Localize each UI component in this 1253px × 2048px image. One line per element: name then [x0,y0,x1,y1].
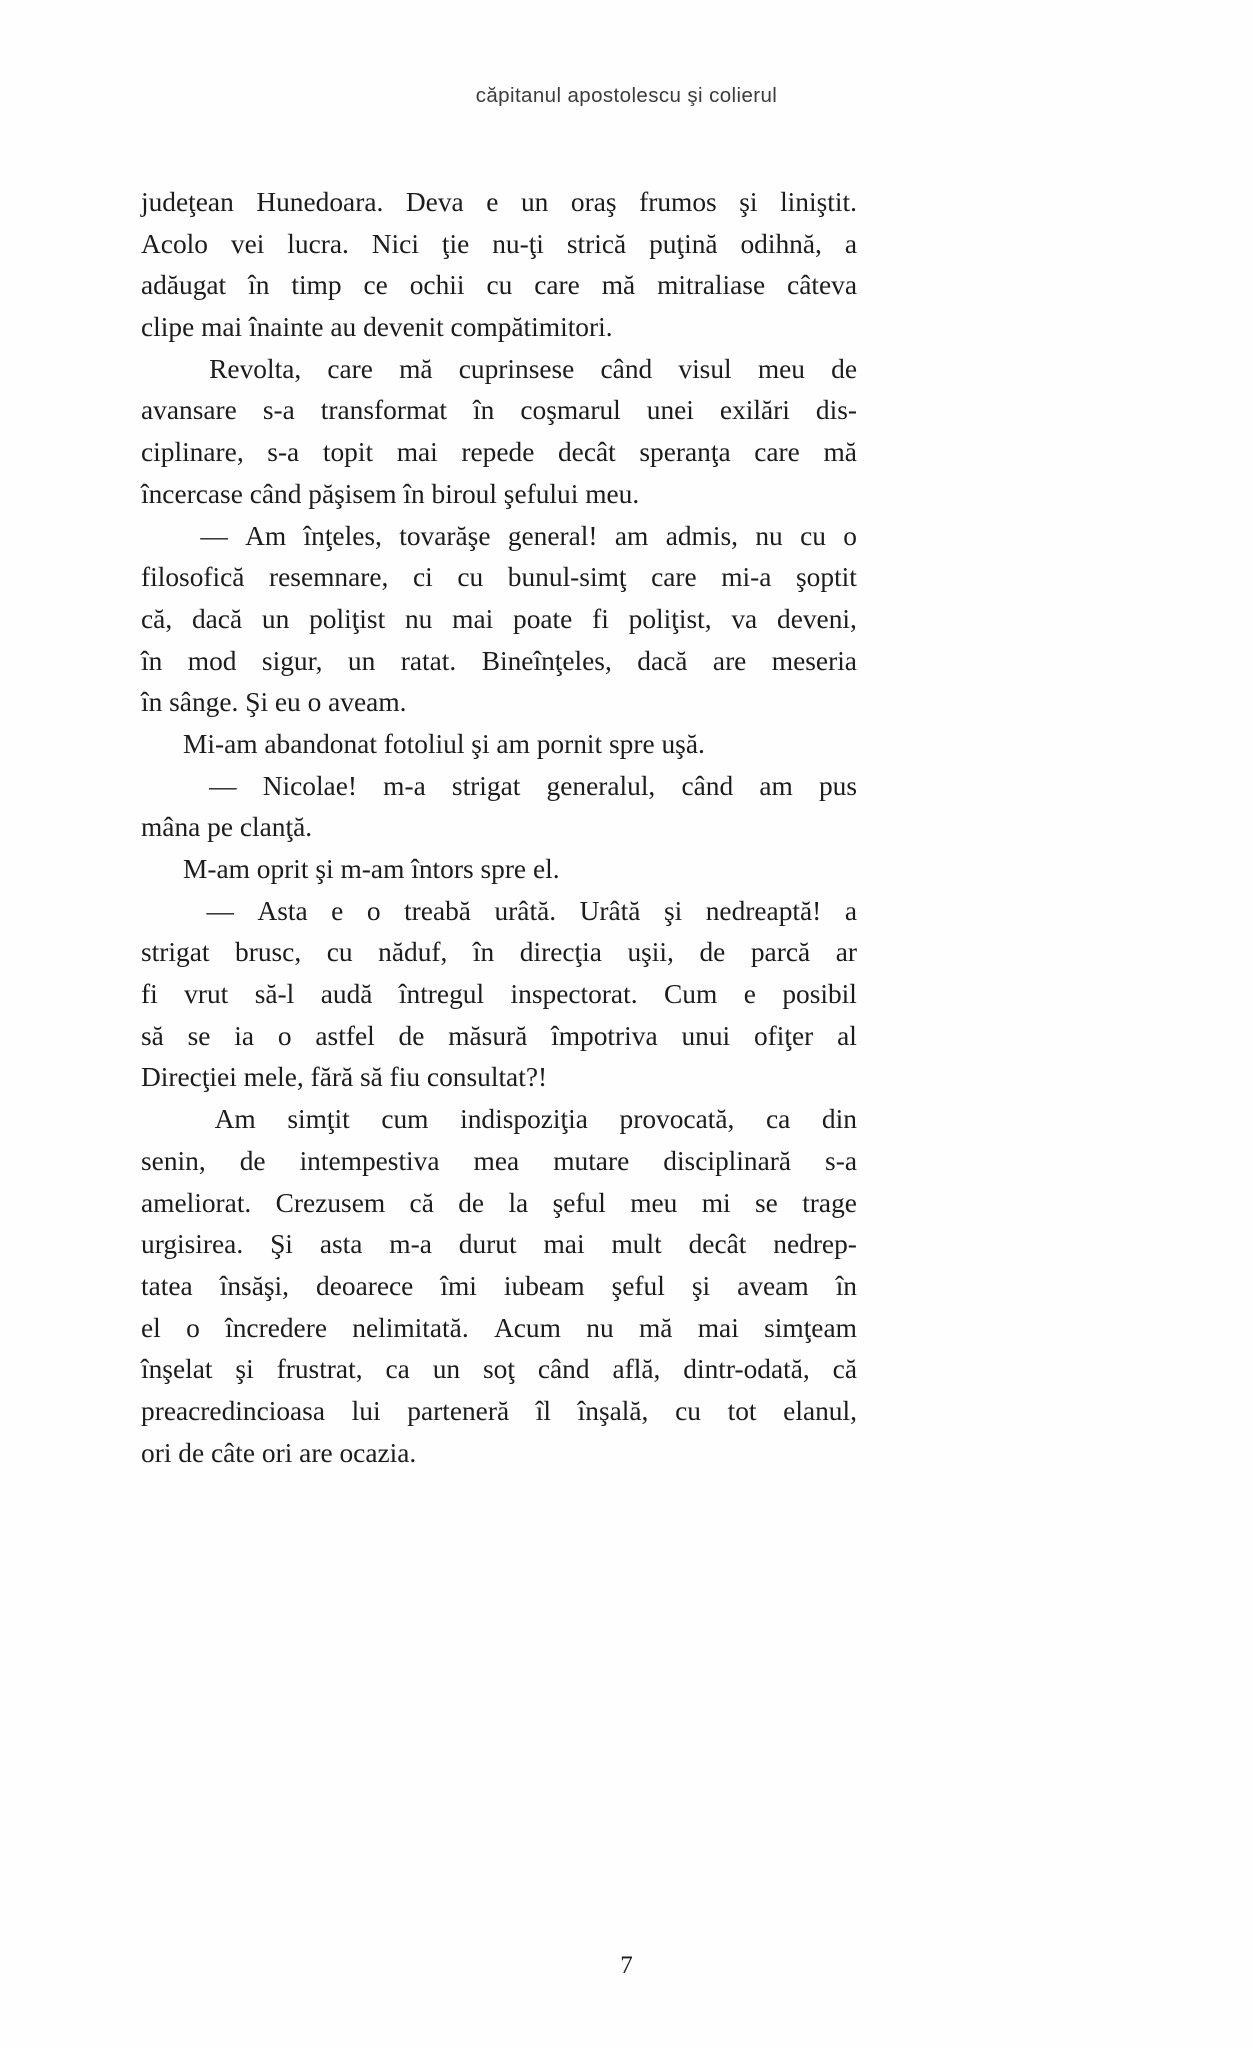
word: şeful [611,1270,665,1301]
word: visul [678,353,732,384]
word: admis, [665,520,738,551]
word: senin, [141,1145,206,1176]
word: cum [381,1104,429,1135]
text-line [141,724,857,766]
word: meseria [771,645,857,676]
word: însăşi, [219,1270,289,1301]
text-line [141,974,857,1016]
word: de [239,1145,266,1176]
word: cu [457,562,484,593]
word: o [277,1020,292,1051]
word: pus [818,770,857,801]
word: urâtă. [494,895,557,926]
word: ca [765,1104,791,1135]
word: urgisirea. [141,1229,244,1260]
word: ia [234,1020,255,1051]
word: Asta [257,895,308,926]
word: nelimitată. [352,1312,469,1343]
word: oraş [570,187,617,217]
word: intempestiva [299,1145,440,1176]
paragraph-indent [141,1099,183,1141]
word: strigat [451,770,521,801]
word: e [331,895,344,926]
word: câteva [787,270,857,301]
text-line [141,1433,857,1475]
word: topit [322,437,374,468]
word: nedreaptă! [705,895,822,926]
word: va [731,603,758,634]
word: disciplinară [663,1145,792,1176]
word: el [141,1312,161,1343]
word: brusc, [235,937,302,968]
word: frustrat, [276,1354,363,1385]
word: Crezusem [275,1187,386,1218]
word: Deva [405,187,464,217]
word: adăugat [141,270,227,301]
word: nedrep- [773,1229,857,1260]
word: mutare [553,1145,630,1176]
word: parteneră [407,1395,510,1426]
word: mi [701,1187,731,1218]
text-line [141,1016,857,1058]
text-line [141,1183,857,1225]
word: ratat. [400,645,457,676]
word: mi-a [721,562,772,593]
word: un [261,603,290,634]
text-line [141,1099,857,1141]
text-line [141,182,857,224]
line-text: clipe mai înainte au devenit compătimitori. [141,312,613,343]
word: din [821,1104,857,1135]
word: tovarăşe [399,520,491,551]
paragraph-indent [141,516,183,558]
line-text: ori de câte ori are ocazia. [141,1437,417,1468]
word: o [366,895,381,926]
word: înţeles, [303,520,382,551]
word: cu [486,270,513,301]
word: şoptit [796,562,857,593]
line-text: încercase când păşisem în biroul şefului meu. [141,478,640,509]
word: şi [235,1354,254,1385]
word: unei [646,395,694,426]
text-line [141,516,857,558]
word: aveam [737,1270,809,1301]
word: se [187,1020,211,1051]
text-line [141,1224,857,1266]
word: înşală, [577,1395,649,1426]
word: iubeam [503,1270,585,1301]
text-line [141,1141,857,1183]
word: îmi [440,1270,477,1301]
text-line [141,432,857,474]
word: o [186,1312,200,1343]
word: de [831,353,857,384]
text-line [141,265,857,307]
word: audă [320,979,373,1010]
word: dacă [637,645,688,676]
word: şi [663,895,683,926]
word: un [520,187,549,217]
word: meu [630,1187,678,1218]
word: frumos [639,187,717,217]
word: decât [557,437,616,468]
word: ameliorat. [141,1187,252,1218]
word: în [473,395,495,426]
word: resemnare, [269,562,389,593]
word: lui [351,1395,381,1426]
word: fi [141,979,158,1010]
word: a [844,228,857,259]
text-line [141,599,857,641]
word: ţie [441,228,470,259]
word: s-a [267,437,300,468]
word: mă [638,1312,673,1343]
word: mă [399,353,433,384]
word: deveni, [777,603,857,634]
word: decât [688,1229,747,1260]
word: împotriva [551,1020,658,1051]
word: unui [681,1020,731,1051]
word: vei [230,228,265,259]
text-line [141,1308,857,1350]
word: mai [452,603,494,634]
word: asta [319,1229,363,1260]
word: are [712,645,747,676]
word: mea [473,1145,520,1176]
word: care [327,353,373,384]
word: în [835,1270,857,1301]
word: cu [800,520,826,551]
word: lucra. [287,228,349,259]
text-line [141,641,857,683]
text-line [141,390,857,432]
word: soţ [482,1354,515,1385]
word: coşmarul [520,395,621,426]
word: general! [507,520,598,551]
word: în [141,645,163,676]
word: Am [214,1104,256,1135]
word: transformat [320,395,448,426]
word: puţină [649,228,718,259]
word: timp [291,270,342,301]
word: direcţia [519,937,602,968]
text-line [141,557,857,599]
word: trage [802,1187,857,1218]
word: cuprinsese [458,353,575,384]
text-line [141,1057,857,1099]
word: uşii, [627,937,674,968]
word: dintr-odată, [683,1354,810,1385]
word: filosofică [141,562,245,593]
word: e [486,187,499,217]
word: strigat [141,937,210,968]
text-line [141,1349,857,1391]
word: cu [675,1395,701,1426]
word: mai [543,1229,585,1260]
word: nu-ţi [492,228,544,259]
line-text: în sânge. Şi eu o aveam. [141,687,407,718]
word: s-a [825,1145,857,1176]
text-line [141,1266,857,1308]
text-line [141,766,857,808]
word: tot [727,1395,757,1426]
body-text-block [141,182,857,1474]
word: posibil [782,979,857,1010]
word: nu [586,1312,614,1343]
word: întregul [398,979,485,1010]
word: încredere [225,1312,327,1343]
word: — [200,520,228,551]
word: în [248,270,270,301]
word: că, [141,603,173,634]
word: se [755,1187,778,1218]
word: poliţist [309,603,386,634]
word: mai [697,1312,739,1343]
word: ochii [409,270,465,301]
word: parcă [750,937,811,968]
word: nu [404,603,433,634]
word: strică [566,228,627,259]
word: ofiţer [753,1020,814,1051]
word: poate [513,603,573,634]
word: Cum [664,979,718,1010]
word: Bineînţeles, [481,645,612,676]
word: tatea [141,1270,193,1301]
word: să-l [254,979,295,1010]
word: Acolo [141,228,208,259]
word: fi [592,603,609,634]
word: Hunedoara. [256,187,384,217]
line-text: Direcţiei mele, fără să fiu consultat?! [141,1062,548,1093]
text-line [141,1391,857,1433]
word: m-a [389,1229,432,1260]
word: e [743,979,756,1010]
word: am [614,520,649,551]
word: exilări [719,395,790,426]
word: generalul, [546,770,656,801]
text-line [141,807,857,849]
word: mă [601,270,636,301]
word: judeţean [141,187,234,217]
word: m-a [383,770,426,801]
paragraph-indent [141,891,183,933]
word: al [837,1020,857,1051]
word: când [537,1354,590,1385]
word: Nicolae! [262,770,357,801]
word: Nici [371,228,419,259]
word: Revolta, [209,353,302,384]
word: indispoziţia [460,1104,588,1135]
word: simţit [287,1104,350,1135]
word: odihnă, [740,228,822,259]
word: Am [245,520,287,551]
word: sigur, [261,645,323,676]
text-line [141,682,857,724]
text-line [141,891,857,933]
word: elanul, [783,1395,857,1426]
word: mod [187,645,237,676]
word: cu [326,937,353,968]
word: dis- [815,395,857,426]
word: dacă [191,603,243,634]
word: durut [458,1229,517,1260]
word: vrut [184,979,229,1010]
line-text: M-am oprit şi m-am întors spre el. [183,854,560,884]
word: ci [412,562,433,593]
word: că [409,1187,434,1218]
word: să [141,1020,164,1051]
word: îl [535,1395,552,1426]
word: înşelat [141,1354,213,1385]
word: şi [691,1270,711,1301]
text-line [141,224,857,266]
word: meu [757,353,805,384]
word: care [754,437,800,468]
paragraph-indent [141,766,183,808]
word: că [832,1354,857,1385]
word: şi [739,187,758,217]
word: speranţa [639,437,731,468]
word: de [699,937,726,968]
word: mult [611,1229,662,1260]
word: s-a [262,395,295,426]
running-header: căpitanul apostolescu şi colierul [475,84,778,107]
word: un [432,1354,461,1385]
word: — [209,770,237,801]
word: astfel [315,1020,375,1051]
text-line [141,849,857,891]
word: treabă [404,895,471,926]
word: Şi [270,1229,293,1260]
word: mitraliase [657,270,766,301]
word: măsură [448,1020,528,1051]
word: Acum [493,1312,561,1343]
word: ciplinare, [141,437,244,468]
word: provocată, [619,1104,735,1135]
word: când [600,353,653,384]
word: repede [461,437,535,468]
word: în [472,937,495,968]
word: preacredincioasa [141,1395,326,1426]
word: poliţist, [628,603,712,634]
line-text: mâna pe clanţă. [141,812,313,843]
word: bunul-simţ [507,562,627,593]
word: la [508,1187,529,1218]
word: când [681,770,734,801]
line-text: Mi-am abandonat fotoliul şi am pornit spre uşă. [183,728,705,759]
word: care [534,270,580,301]
word: avansare [141,395,237,426]
text-line [141,932,857,974]
word: şeful [552,1187,606,1218]
word: — [206,895,234,926]
word: simţeam [764,1312,857,1343]
word: mă [823,437,857,468]
word: liniştit. [780,187,857,217]
word: o [843,520,857,551]
word: mai [396,437,438,468]
word: află, [612,1354,661,1385]
text-line [141,474,857,516]
word: ce [363,270,388,301]
word: am [759,770,793,801]
word: de [458,1187,485,1218]
word: ca [385,1354,410,1385]
word: Urâtă [579,895,641,926]
page-number: 7 [620,1952,633,1979]
word: de [398,1020,425,1051]
paragraph-indent [141,349,183,391]
word: deoarece [316,1270,414,1301]
text-line [141,349,857,391]
text-line [141,307,857,349]
word: ar [835,937,857,968]
word: a [844,895,857,926]
word: năduf, [378,937,448,968]
word: care [651,562,697,593]
word: nu [755,520,783,551]
word: un [347,645,376,676]
word: inspectorat. [510,979,638,1010]
